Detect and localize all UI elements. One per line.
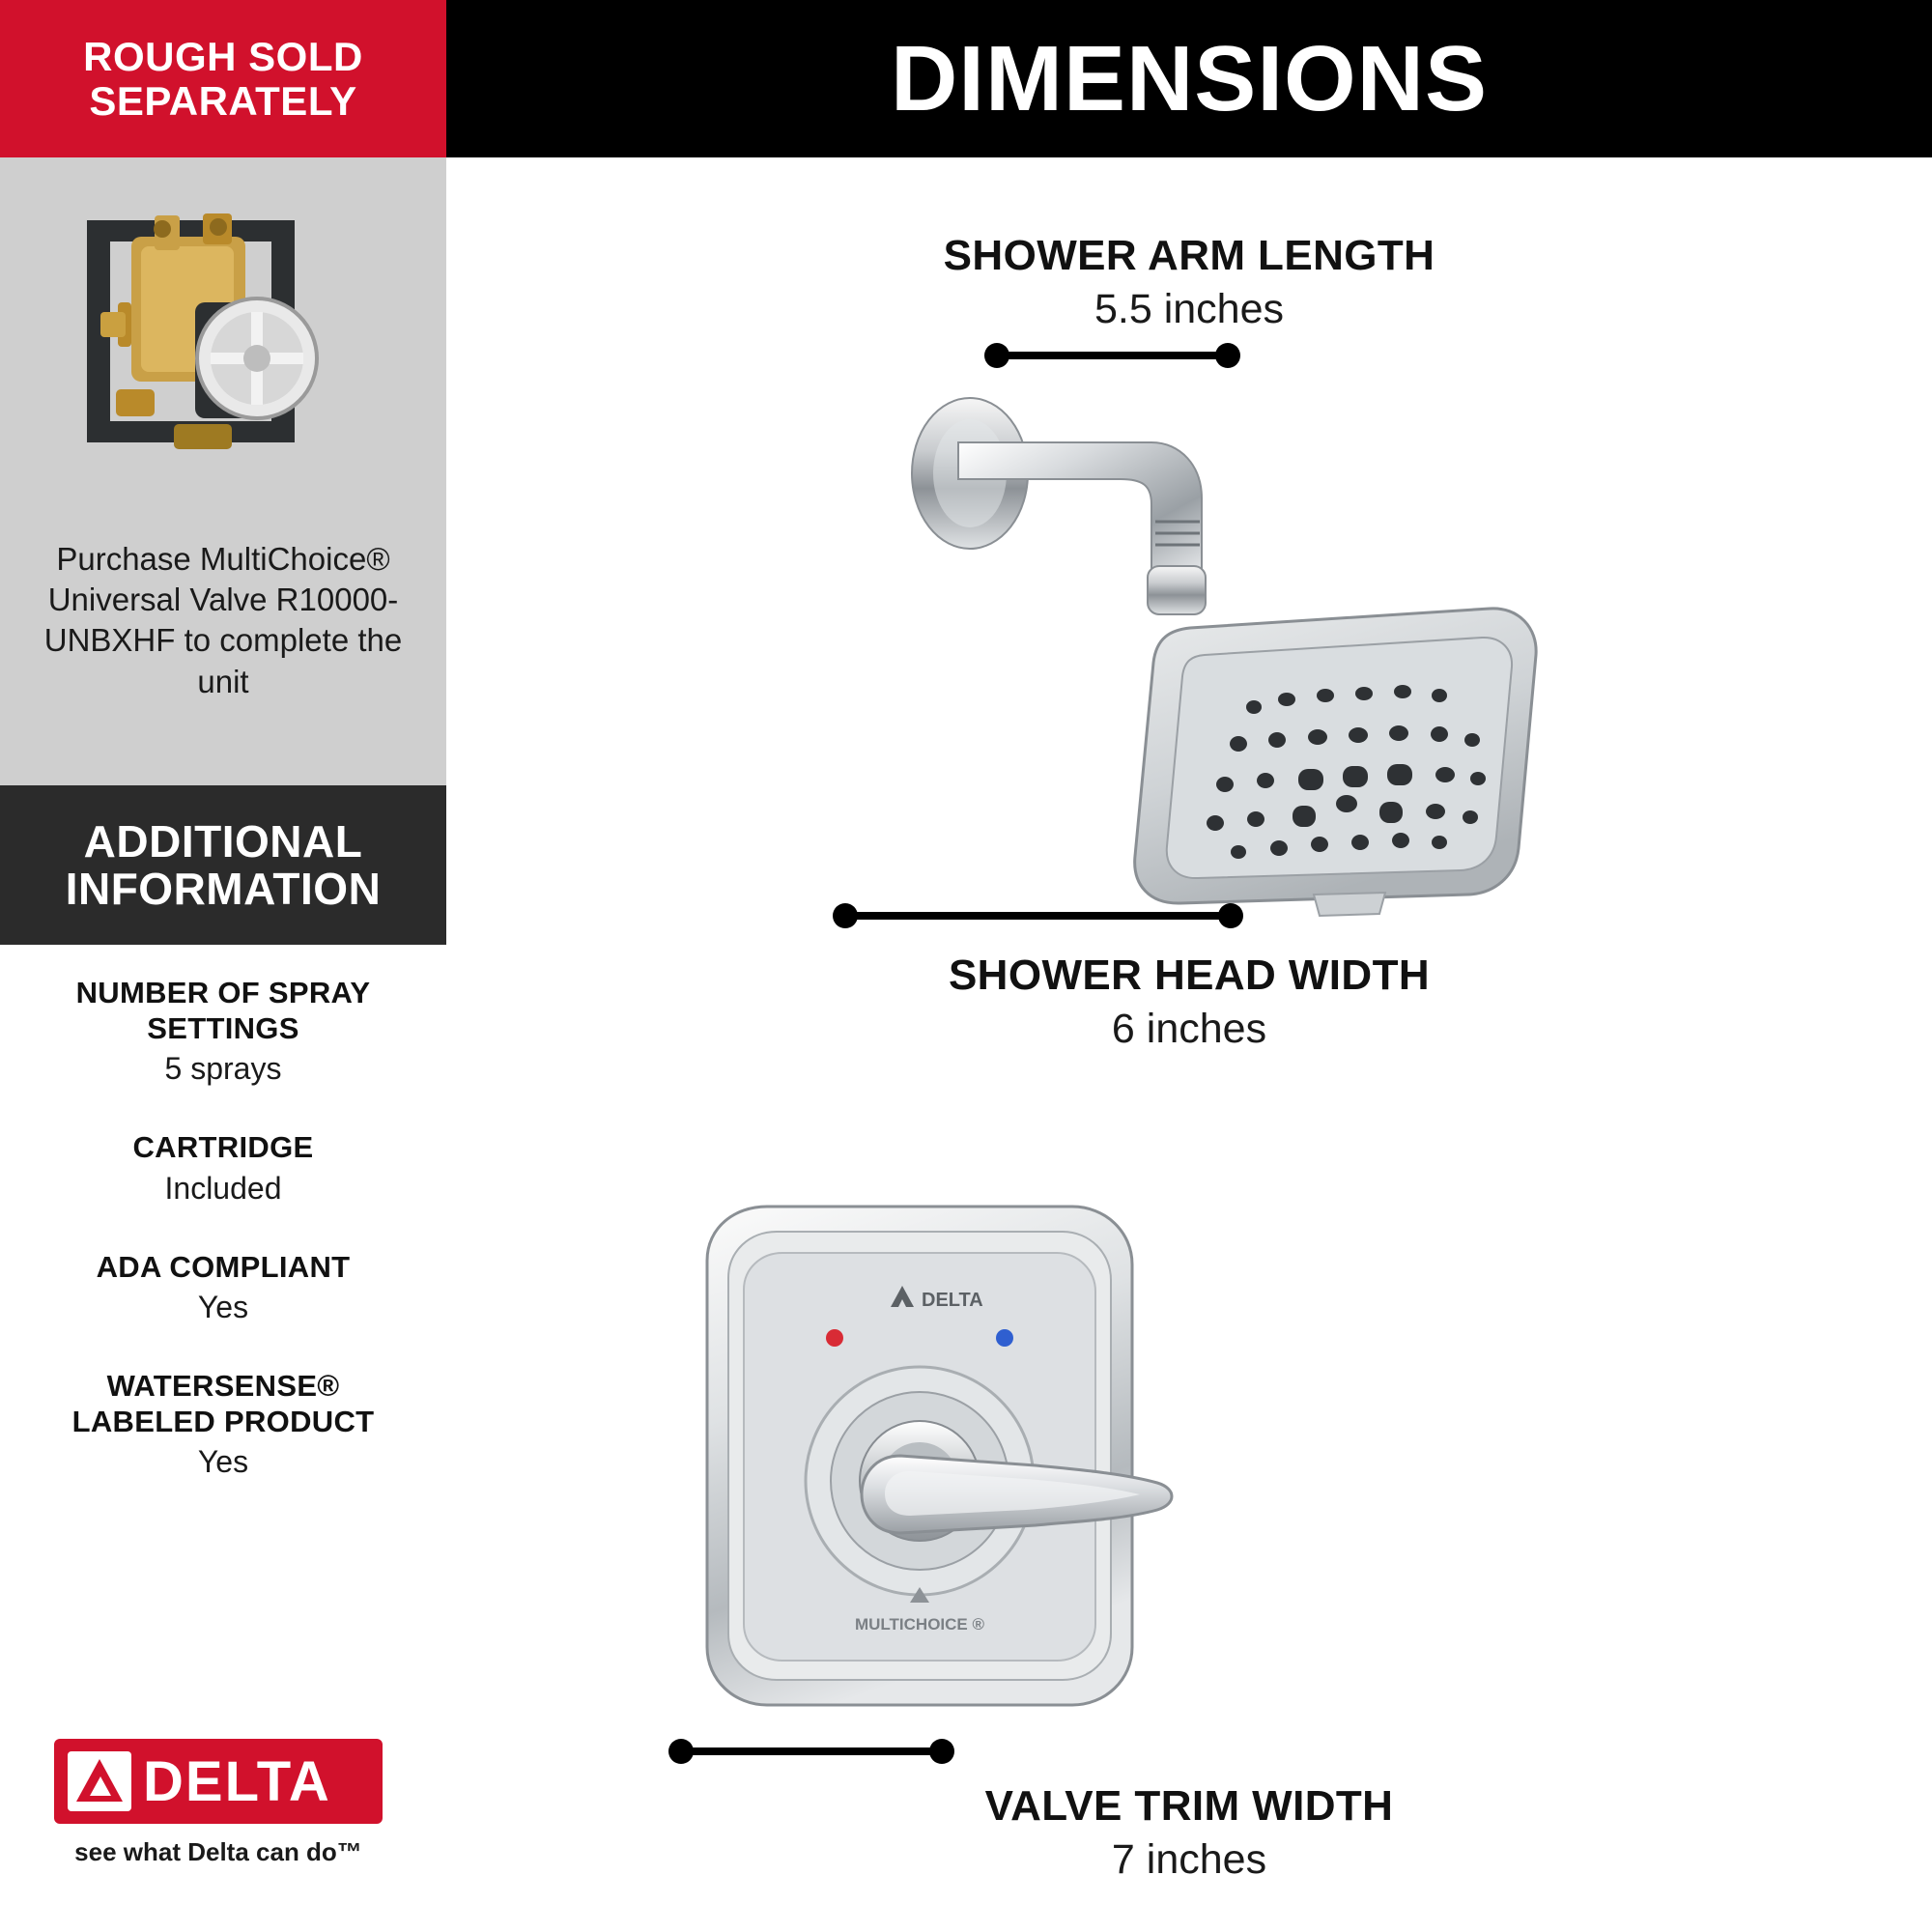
dimensions-panel — [446, 0, 1932, 1932]
spec-watersense-labeled-product — [0, 1369, 446, 1481]
spec-label: CARTRIDGE — [132, 1130, 314, 1165]
rough-banner-line1: ROUGH SOLD — [83, 34, 363, 80]
valve-info-panel — [0, 157, 446, 785]
valve-note: Purchase MultiChoice® Universal Valve R10000-UNBXHF to complete the unit — [43, 541, 403, 699]
shower-arm-length-measure-bar — [984, 343, 1240, 368]
delta-logo-badge — [54, 1739, 383, 1824]
spec-label-2: SETTINGS — [147, 1010, 299, 1045]
shower-head-width-title: SHOWER HEAD WIDTH — [948, 952, 1431, 999]
dimensions-title-bar — [446, 0, 1932, 157]
shower-arm-length-title: SHOWER ARM LENGTH — [943, 232, 1435, 279]
hot-indicator-dot — [826, 1329, 843, 1347]
shower-head-width-value: 6 inches — [1111, 1006, 1267, 1052]
valve-trim-width-label — [446, 1782, 1932, 1884]
additional-information-header — [0, 785, 446, 945]
rough-banner-line2: SEPARATELY — [89, 77, 357, 124]
spec-value: Yes — [197, 1444, 249, 1480]
svg-text:DELTA: DELTA — [922, 1290, 983, 1311]
valve-trim-image — [620, 1193, 1219, 1792]
delta-triangle-icon — [68, 1751, 131, 1811]
shower-head-width-label — [446, 952, 1932, 1053]
rough-sold-separately-banner — [0, 0, 446, 157]
delta-logo — [54, 1739, 383, 1867]
spec-number-of-spray-settings — [0, 976, 446, 1088]
measure-endpoint-right — [1218, 903, 1243, 928]
rough-valve-image — [58, 186, 386, 505]
spec-ada-compliant — [0, 1250, 446, 1327]
measure-line — [680, 1747, 943, 1755]
valve-trim-width-value: 7 inches — [1111, 1836, 1267, 1883]
multichoice-mark: MULTICHOICE ® — [854, 1615, 985, 1634]
measure-line — [996, 352, 1229, 359]
spec-list — [0, 976, 446, 1523]
delta-wordmark: DELTA — [143, 1749, 331, 1813]
page-title: DIMENSIONS — [890, 26, 1489, 130]
shower-head-width-measure-bar — [833, 903, 1243, 928]
shower-arm-length-value: 5.5 inches — [1094, 286, 1285, 332]
delta-tagline: see what Delta can do™ — [74, 1837, 362, 1866]
measure-endpoint-right — [929, 1739, 954, 1764]
spec-value: Included — [164, 1170, 282, 1206]
shower-head-image — [862, 377, 1837, 918]
spec-label: ADA COMPLIANT — [96, 1249, 351, 1284]
spec-label: WATERSENSE® — [106, 1369, 340, 1404]
additional-header-line2: INFORMATION — [65, 863, 382, 914]
additional-header-line1: ADDITIONAL — [83, 815, 363, 867]
spec-cartridge — [0, 1130, 446, 1208]
cold-indicator-dot — [996, 1329, 1013, 1347]
measure-line — [844, 912, 1232, 920]
measure-endpoint-right — [1215, 343, 1240, 368]
valve-trim-width-title: VALVE TRIM WIDTH — [984, 1782, 1394, 1830]
sidebar — [0, 0, 446, 1932]
spec-label: NUMBER OF SPRAY — [75, 976, 371, 1009]
valve-trim-width-measure-bar — [668, 1739, 954, 1764]
spec-value: Yes — [197, 1290, 249, 1325]
spec-label-2: LABELED PRODUCT — [71, 1404, 375, 1438]
shower-arm-length-label — [446, 232, 1932, 333]
spec-value: 5 sprays — [164, 1051, 282, 1087]
